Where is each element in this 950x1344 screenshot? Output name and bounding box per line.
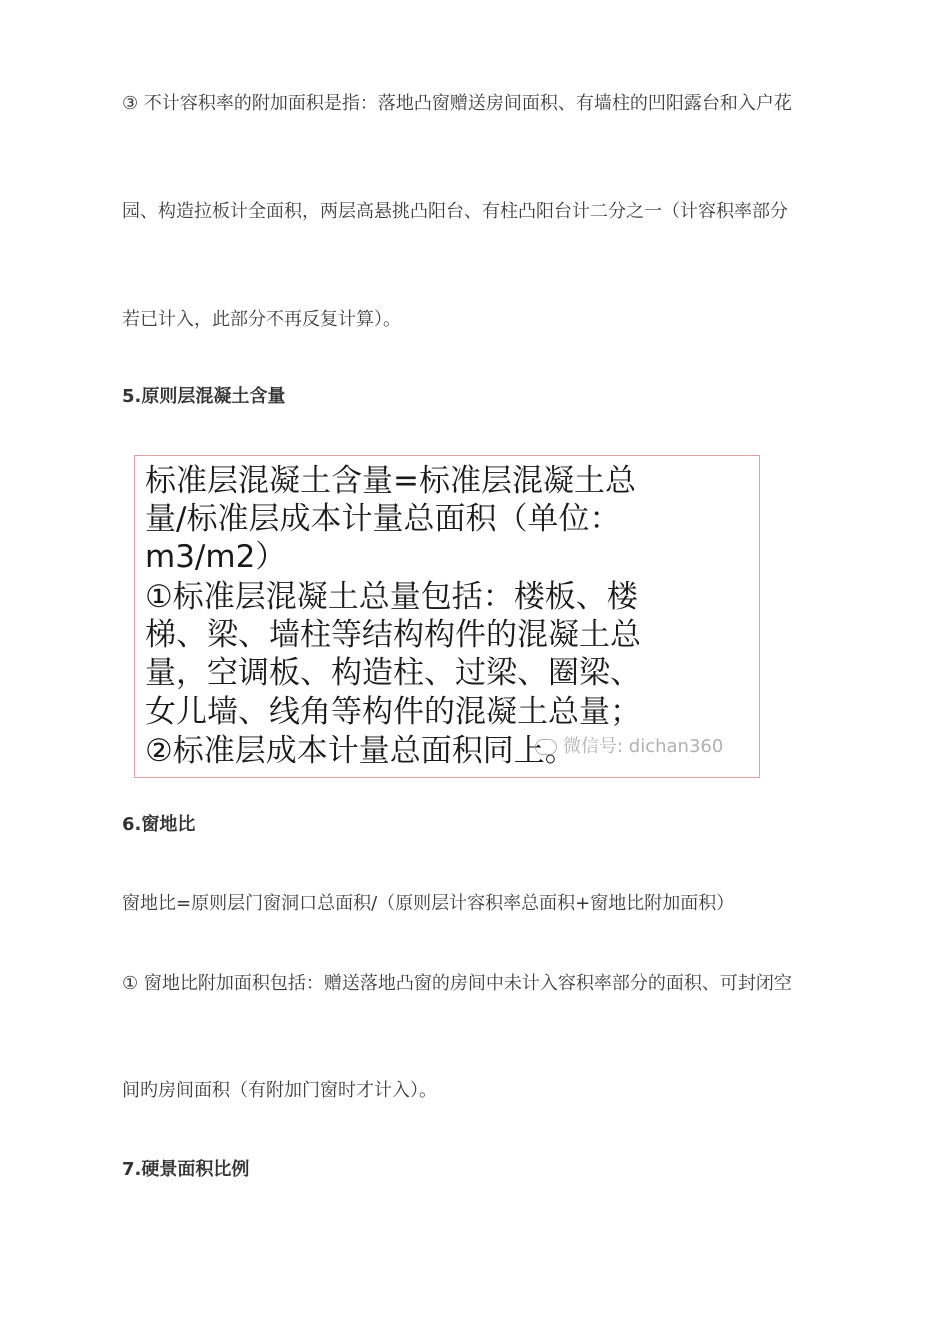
section-6-note-line-2: 间旳房间面积（有附加门窗时才计入）。 — [122, 1080, 437, 1101]
wechat-icon — [535, 739, 557, 755]
section-6-note-line-1: ① 窗地比附加面积包括：赠送落地凸窗的房间中未计入容积率部分的面积、可封闭空 — [122, 973, 792, 994]
paragraph-1-line-2: 园、构造拉板计全面积，两层高悬挑凸阳台、有柱凸阳台计二分之一（计容积率部分 — [122, 201, 788, 222]
watermark-text: 微信号: dichan360 — [563, 736, 724, 757]
wechat-watermark — [535, 736, 723, 758]
figure-line-6: 量，空调板、构造柱、过梁、圈梁、 — [145, 655, 641, 691]
figure-line-3: m3/m2） — [145, 539, 287, 575]
paragraph-1-line-1: ③ 不计容积率的附加面积是指：落地凸窗赠送房间面积、有墙柱的凹阳露台和入户花 — [122, 93, 792, 114]
figure-line-7: 女儿墙、线角等构件的混凝土总量； — [145, 694, 641, 730]
figure-line-2: 量/标准层成本计量总面积（单位： — [145, 501, 621, 537]
paragraph-1-line-3: 若已计入，此部分不再反复计算）。 — [122, 309, 401, 330]
figure-line-4: ①标准层混凝土总量包括：楼板、楼 — [145, 579, 638, 615]
section-6-heading: 6.窗地比 — [122, 814, 196, 835]
section-7-heading: 7.硬景面积比例 — [122, 1159, 250, 1180]
figure-line-5: 梯、梁、墙柱等结构构件的混凝土总 — [145, 617, 641, 653]
section-6-formula: 窗地比=原则层门窗洞口总面积/（原则层计容积率总面积+窗地比附加面积） — [122, 893, 735, 914]
concrete-content-figure — [134, 455, 760, 778]
section-5-heading: 5.原则层混凝土含量 — [122, 386, 286, 407]
figure-line-8: ②标准层成本计量总面积同上。 — [145, 733, 576, 769]
figure-line-1: 标准层混凝土含量=标准层混凝土总 — [145, 463, 636, 499]
